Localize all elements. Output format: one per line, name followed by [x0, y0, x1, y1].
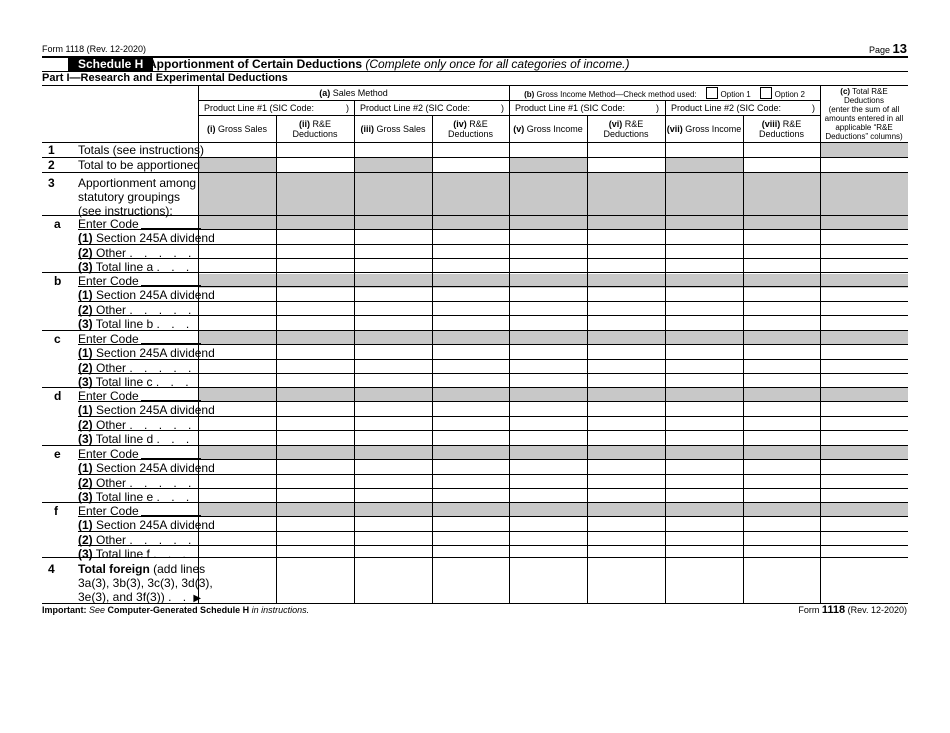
group-e-other: (2) Other . . . . . [78, 476, 196, 490]
pl1-a: Product Line #1 (SIC Code: ) [204, 103, 349, 113]
group-e-letter: e [54, 447, 61, 461]
group-b-total: (3) Total line b . . . [78, 317, 194, 331]
grid-row-line [78, 373, 908, 374]
sub-vi: (vi) R&E Deductions [603, 119, 649, 139]
shade-c [199, 331, 908, 345]
group-b-other: (2) Other . . . . . [78, 303, 196, 317]
vline-2 [354, 101, 355, 603]
page-number: 13 [892, 41, 907, 56]
grid-row-line [78, 315, 908, 316]
rule-r2 [42, 172, 908, 173]
sub-viii: (viii) R&E Deductions [758, 119, 805, 139]
schedule-title-text: Apportionment of Certain Deductions [148, 57, 362, 71]
group-a-other: (2) Other . . . . . [78, 246, 196, 260]
grid-row-line [78, 459, 908, 460]
group-f-enter-code: Enter Code [78, 504, 201, 518]
pl2-a: Product Line #2 (SIC Code: ) [360, 103, 504, 113]
group-a-total: (3) Total line a . . . [78, 260, 194, 274]
group-d-total: (3) Total line d . . . [78, 432, 194, 446]
shade-r2-v [510, 158, 587, 172]
grid-row-line [78, 488, 908, 489]
page-label: Page [868, 45, 891, 55]
page-indicator [869, 41, 907, 56]
group-d-other: (2) Other . . . . . [78, 418, 196, 432]
group-f-sec245a: (1) Section 245A dividend [78, 518, 215, 532]
group-b-sec245a: (1) Section 245A dividend [78, 288, 215, 302]
grid-row-line [78, 401, 908, 402]
group-c-total: (3) Total line c . . . [78, 375, 193, 389]
row2-text: Total to be apportioned [78, 158, 201, 172]
option2-label: Option 2 [774, 89, 805, 99]
group-d-enter-code: Enter Code [78, 389, 201, 403]
shade-r3 [199, 173, 908, 230]
group-c-sec245a: (1) Section 245A dividend [78, 346, 215, 360]
vline-7 [743, 116, 744, 603]
group-a-sec245a: (1) Section 245A dividend [78, 231, 215, 245]
enter-code-field[interactable] [141, 275, 201, 286]
option1-checkbox[interactable] [706, 87, 718, 99]
row4-text-3: 3e(3), and 3f(3)) . . ▶ [78, 590, 202, 604]
col-b-header: (b) Gross Income Method—Check method used: Option 1 Option 2 [509, 86, 820, 100]
group-f-other: (2) Other . . . . . [78, 533, 196, 547]
vline-1 [276, 116, 277, 603]
enter-code-field[interactable] [141, 218, 201, 229]
grid-row-line [78, 516, 908, 517]
group-d-letter: d [54, 389, 62, 403]
vline-4 [509, 86, 510, 603]
enter-code-field[interactable] [141, 448, 201, 459]
group-c-other: (2) Other . . . . . [78, 361, 196, 375]
sub-iii: (iii) Gross Sales [360, 124, 426, 134]
row2-num: 2 [48, 158, 55, 172]
row1-num: 1 [48, 143, 55, 157]
vline-6 [665, 101, 666, 603]
shade-r1c [821, 143, 908, 157]
row3-text-2: statutory groupings [78, 190, 181, 204]
part-title: Part I—Research and Experimental Deductions [42, 72, 288, 84]
option2-checkbox[interactable] [760, 87, 772, 99]
group-d-sec245a: (1) Section 245A dividend [78, 403, 215, 417]
vline-3 [432, 116, 433, 603]
sub-vii: (vii) Gross Income [666, 124, 742, 134]
enter-code-field[interactable] [141, 505, 201, 516]
pl1-b: Product Line #1 (SIC Code: ) [515, 103, 659, 113]
footer-important: Important: See Computer-Generated Schedule H in instructions. [42, 605, 310, 615]
sub-ii: (ii) R&E Deductions [292, 119, 338, 139]
shade-f [199, 503, 908, 517]
sub-i: (i) Gross Sales [206, 124, 268, 134]
group-f-total: (3) Total line f . . . [78, 547, 190, 561]
shade-d [199, 388, 908, 402]
row3-num: 3 [48, 176, 55, 190]
enter-code-field[interactable] [141, 333, 201, 344]
row4-text-2: 3a(3), 3b(3), 3c(3), 3d(3), [78, 576, 213, 590]
footer-form: Form 1118 (Rev. 12-2020) [798, 604, 907, 616]
col-c-header: (c) Total R&E Deductions (enter the sum of all amounts entered in all applicable “R&E Deductions” columns) [824, 87, 904, 141]
sub-v: (v) Gross Income [513, 124, 583, 134]
shade-r2-vii [666, 158, 743, 172]
schedule-title [148, 57, 629, 71]
col-a-header: (a) Sales Method [319, 88, 388, 98]
enter-code-field[interactable] [141, 390, 201, 401]
schedule-tag: Schedule H [68, 57, 153, 71]
row4-num: 4 [48, 562, 55, 576]
group-c-letter: c [54, 332, 61, 346]
grid-row-line [78, 229, 908, 230]
group-a-enter-code: Enter Code [78, 217, 201, 231]
shade-r2-i [199, 158, 276, 172]
option1-label: Option 1 [720, 89, 751, 99]
shade-e [199, 446, 908, 460]
group-b-enter-code: Enter Code [78, 274, 201, 288]
sub-iv: (iv) R&E Deductions [447, 119, 494, 139]
row4-text-1: Total foreign (add lines [78, 562, 206, 576]
group-c-enter-code: Enter Code [78, 332, 201, 346]
grid-row-line [78, 430, 908, 431]
pl2-b: Product Line #2 (SIC Code: ) [671, 103, 815, 113]
group-a-letter: a [54, 217, 61, 231]
grid-row-line [78, 286, 908, 287]
row3-text-1: Apportionment among [78, 176, 197, 190]
schedule-subtitle: (Complete only once for all categories of income.) [365, 57, 630, 71]
group-e-total: (3) Total line e . . . [78, 490, 194, 504]
grid-row-line [78, 258, 908, 259]
group-e-enter-code: Enter Code [78, 447, 201, 461]
group-b-letter: b [54, 274, 62, 288]
group-f-letter: f [54, 504, 58, 518]
vline-8 [820, 86, 821, 603]
vline-5 [587, 116, 588, 603]
row1-text: Totals (see instructions) [78, 143, 205, 157]
grid-row-line [78, 545, 908, 546]
group-e-sec245a: (1) Section 245A dividend [78, 461, 215, 475]
row3-text-3: (see instructions): [78, 204, 173, 218]
shade-r2-iii [355, 158, 432, 172]
form-id: Form 1118 (Rev. 12-2020) [42, 44, 147, 54]
grid-row-line [78, 344, 908, 345]
